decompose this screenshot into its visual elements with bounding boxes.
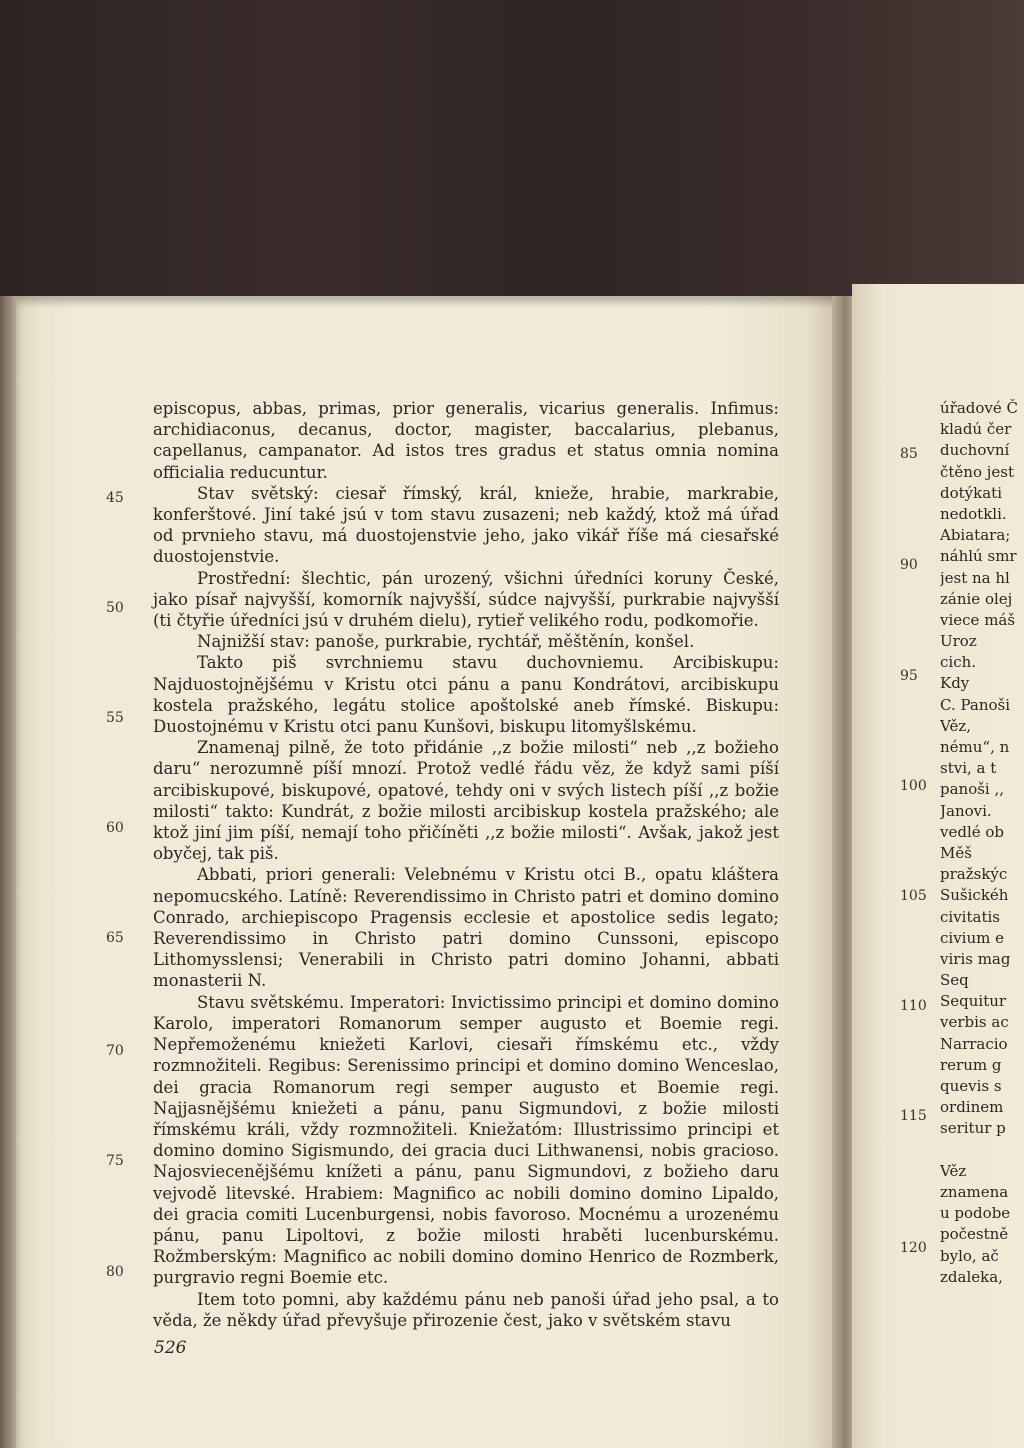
right-page-line: Věz, xyxy=(940,716,972,735)
right-page-line: panoši ,, xyxy=(940,780,1005,799)
right-page-line: Uroz xyxy=(940,632,977,651)
right-page-line: úřadové Č xyxy=(940,399,1019,417)
paragraph: Znamenaj pilně, že toto přidánie ,,z božie milosti“ neb ,,z božieho daru“ nerozumně píší mnozí. Protož vedlé řádu věz, že když sami píší arcibiskupové, biskupové, opatové, tehdy oni v svých listech píší ,,z božie milosti“ takto: Kundrát, z božie milosti arcibiskup kostela pražského; ale ktož jiní jim píší, nemají toho přičíněti ,,z božie milosti“. Avšak, jakož jest obyčej, tak piš. xyxy=(153,738,779,864)
line-number: 60 xyxy=(106,820,124,836)
right-page-line: pražskýc xyxy=(940,865,1008,884)
right-page-line: duchovní xyxy=(940,441,1010,460)
right-page-line: nému“, n xyxy=(940,738,1010,756)
right-page-line: u podobe xyxy=(940,1204,1011,1223)
paragraph: Najnižší stav: panoše, purkrabie, rychtář, měštěnín, konšel. xyxy=(197,632,695,652)
line-number: 75 xyxy=(106,1153,124,1169)
right-page-line: verbis ac xyxy=(940,1013,1009,1032)
line-number: 50 xyxy=(106,600,124,616)
right-page-line: stvi, a t xyxy=(940,759,997,778)
right-page-line: nedotkli. xyxy=(940,504,1007,523)
right-line-number: 120 xyxy=(900,1240,927,1256)
right-page-line: Abiatara; xyxy=(940,526,1011,545)
right-page-line: cich. xyxy=(940,653,977,672)
right-page-line: zdaleka, xyxy=(940,1267,1003,1286)
paragraph: Prostřední: šlechtic, pán urozený, všichni úředníci koruny České, jako písař najvyšší, komorník najvyšší, súdce najvyšší, purkrabie najvyšší (ti čtyřie úředníci jsú v druhém dielu), rytieř velikého rodu, podkomořie. xyxy=(153,568,779,631)
right-line-number: 115 xyxy=(900,1108,927,1124)
right-page-line: počestně xyxy=(940,1225,1009,1244)
right-line-number: 105 xyxy=(900,888,927,904)
right-page-line: seritur p xyxy=(940,1119,1006,1138)
right-page-text xyxy=(940,398,1024,1288)
right-line-number: 90 xyxy=(900,557,918,573)
line-number: 55 xyxy=(106,710,124,726)
right-page-line: quevis s xyxy=(940,1077,1002,1095)
right-line-number: 100 xyxy=(900,778,927,794)
right-page-line: civium e xyxy=(940,928,1004,947)
line-number: 65 xyxy=(106,930,124,946)
paragraph: Abbati, priori generali: Velebnému v Kristu otci B., opatu kláštera nepomucského. Latíně: Reverendissimo in Christo patri et domino domino Conrado, archiepiscopo Pragensis ecclesie et apostolice sedis legato; Reverendissimo in Christo patri domino Cunssoni, episcopo Lithomysslensi; Venerabili in Christo patri domino Johanni, abbati monasterii N. xyxy=(153,865,779,991)
right-page-line xyxy=(940,1140,1024,1161)
paragraph: Stavu světskému. Imperatori: Invictissimo principi et domino domino Karolo, imperatori Romanorum semper augusto et Boemie regi. Nepřemoženému kniežeti Karlovi, ciesaři římskému etc., vždy rozmnožiteli. Regibus: Serenissimo principi et domino domino Wenceslao, dei gracia Romanorum regi semper augusto et Boemie regi. Najjasnějšému kniežeti a pánu, panu Sigmundovi, z božie milosti římskému králi, vždy rozmnožiteli. Kniežatóm: Illustrissimo principi et domino domino Sigismundo, dei gracia duci Lithwanensi, nobis gracioso. Najosviecenějšému knížeti a pánu, panu Sigmundovi, z božieho daru vejvodě litevské. Hrabiem: Magnifico ac nobili domino domino Lipaldo, dei gracia comiti Lucenburgensi, nobis favoroso. Mocnému a urozenému pánu, panu Lipoltovi, z božie milosti hraběti lucenburskému. Rožmberským: Magnifico ac nobili domino domino Henrico de Rozmberk, purgravio regni Boemie etc. xyxy=(153,992,779,1288)
right-page-line: ordinem xyxy=(940,1098,1004,1117)
paragraph: Item toto pomni, aby každému pánu neb panoši úřad jeho psal, a to věda, že někdy úřad převyšuje přirozenie čest, jako v světském stavu xyxy=(153,1289,779,1330)
right-page-line: Narracio xyxy=(940,1034,1008,1053)
line-number: 80 xyxy=(106,1264,124,1280)
right-line-number: 95 xyxy=(900,668,918,684)
right-line-number: 110 xyxy=(900,998,927,1014)
right-page-line: znamena xyxy=(940,1182,1009,1201)
page-number: 526 xyxy=(154,1338,187,1358)
right-page-line: bylo, ač xyxy=(940,1246,999,1265)
right-page-line: Sušickéh xyxy=(940,886,1009,905)
right-page-line: Sequitur xyxy=(940,992,1007,1011)
right-page-line: Věz xyxy=(940,1161,967,1180)
right-page-line: čtěno jest xyxy=(940,462,1015,481)
paragraph: Takto piš svrchniemu stavu duchovniemu. Arcibiskupu: Najduostojnějšému v Kristu otci pánu a panu Kondrátovi, arcibiskupu kostela pražského, legátu stolice apoštolské aneb římské. Biskupu: Duostojnému v Kristu otci panu Kunšovi, biskupu litomyšlskému. xyxy=(153,653,779,737)
right-page-line: viece máš xyxy=(940,610,1016,629)
paragraph: Stav světský: ciesař římský, král, knieže, hrabie, markrabie, konferštové. Jiní také jsú v tom stavu zusazeni; neb každý, ktož má úřad od prvnieho stavu, má duostojenstvie jeho, jako vikář říše má ciesařské duostojenstvie. xyxy=(153,483,779,567)
main-text xyxy=(153,398,779,1331)
right-page-line: zánie olej xyxy=(940,589,1013,608)
right-page-line: civitatis xyxy=(940,907,1000,926)
right-page-line: viris mag xyxy=(940,949,1011,968)
paragraph: episcopus, abbas, primas, prior generalis, vicarius generalis. Infimus: archidiaconus, decanus, doctor, magister, baccalarius, plebanus, capellanus, campanator. Ad istos tres gradus et status omnia nomina officialia reducuntur. xyxy=(153,399,779,482)
right-page-line: Kdy xyxy=(940,674,970,693)
dark-background xyxy=(0,0,1024,300)
right-page-line: jest na hl xyxy=(940,568,1010,587)
right-page-line: C. Panoši xyxy=(940,695,1011,714)
right-page-line: dotýkati xyxy=(940,483,1002,502)
right-page-line: vedlé ob xyxy=(940,822,1005,841)
right-page-line: Seq xyxy=(940,971,969,990)
line-number: 70 xyxy=(106,1043,124,1059)
right-page-line: Měš xyxy=(940,843,972,862)
right-page-line: náhlú smr xyxy=(940,547,1017,566)
right-page-line: kladú čer xyxy=(940,420,1012,439)
line-number: 45 xyxy=(106,490,124,506)
right-line-number: 85 xyxy=(900,446,918,462)
right-page-line: Janovi. xyxy=(940,801,992,820)
right-page-line: rerum g xyxy=(940,1055,1002,1074)
